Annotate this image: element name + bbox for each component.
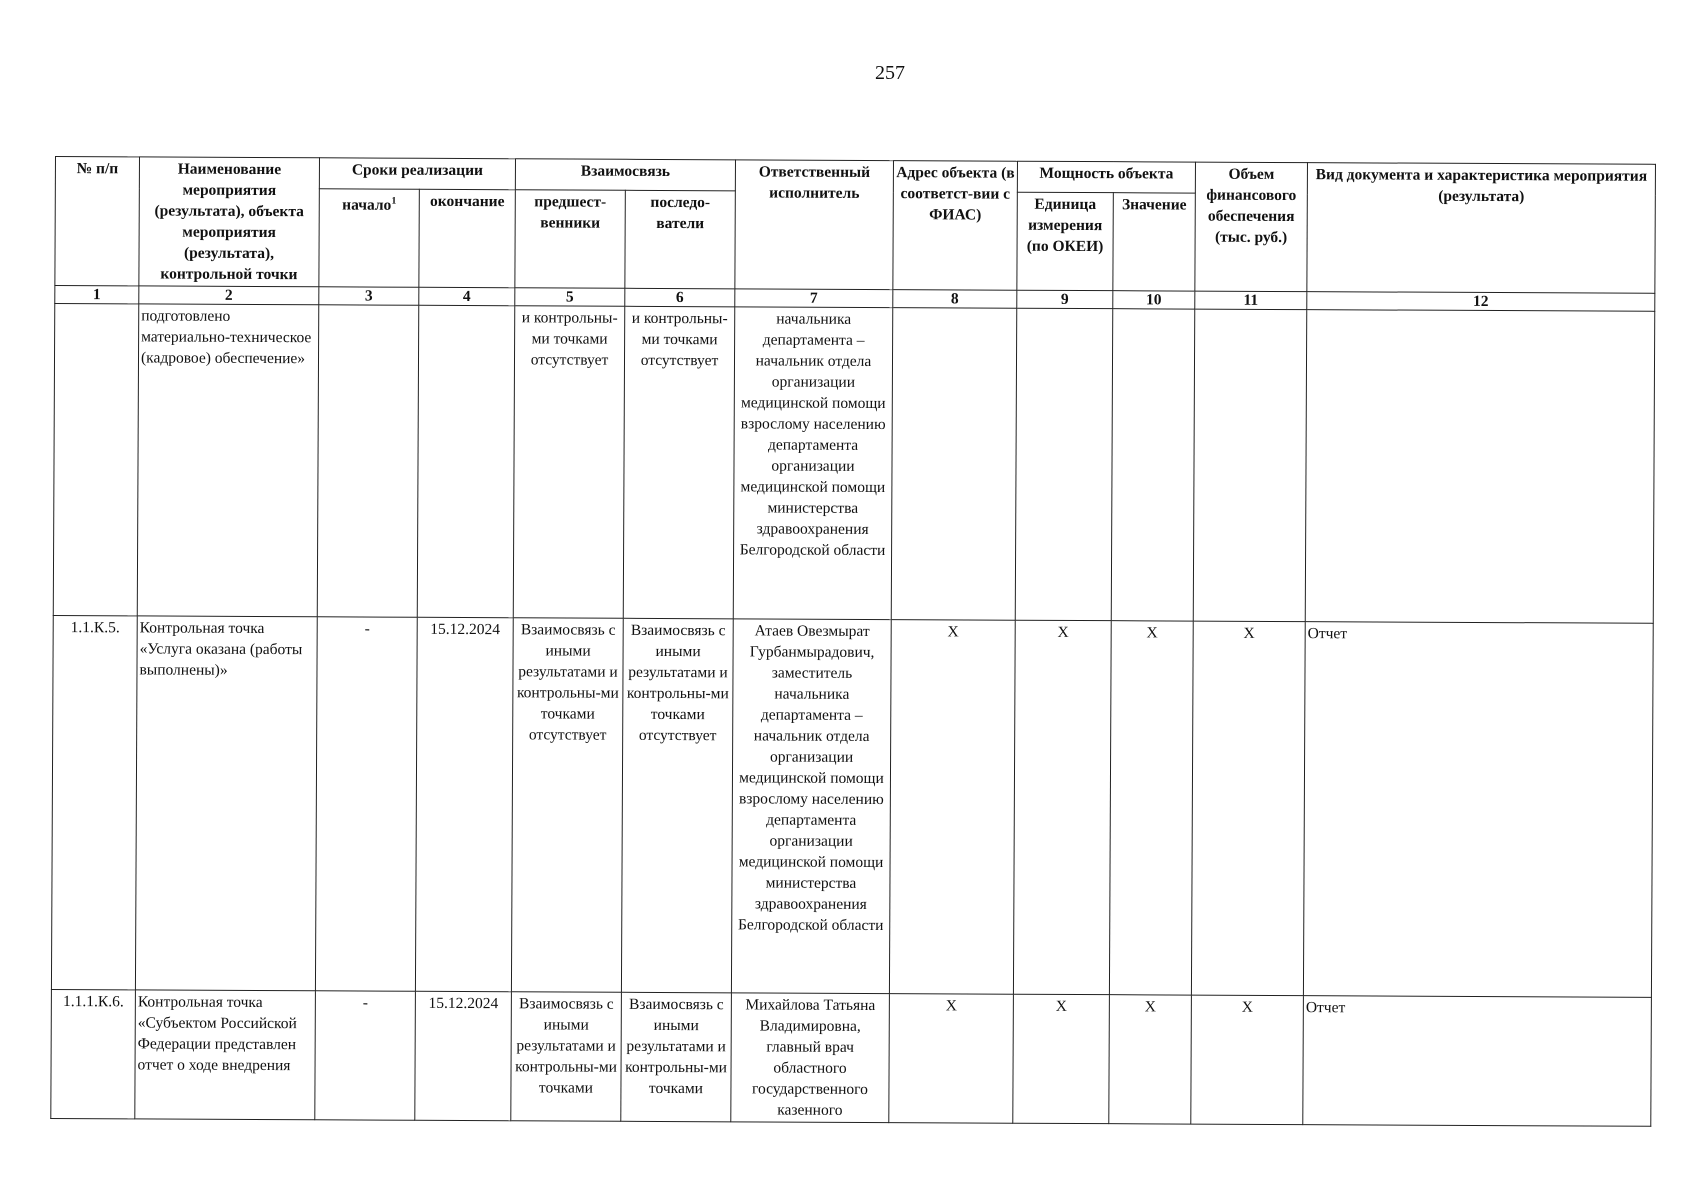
funding: Х — [1191, 621, 1305, 996]
successors: и контрольны-ми точками отсутствует — [623, 306, 735, 619]
predecessors: и контрольны-ми точками отсутствует — [513, 306, 625, 619]
header-value: Значение — [1113, 193, 1195, 291]
table-row — [53, 304, 1655, 624]
predecessors: Взаимосвязь с иными результатами и контрольны-ми точками — [511, 992, 622, 1122]
activities-table — [50, 156, 1656, 1127]
activity-name: подготовлено материально-техническое (кадровое) обеспечение» — [137, 304, 319, 617]
header-col-no: № п/п — [55, 157, 140, 286]
header-successors: последо-ватели — [625, 190, 735, 289]
column-number: 12 — [1307, 292, 1655, 312]
column-number: 9 — [1017, 290, 1113, 308]
responsible: Атаев Овезмырат Гурбанмырадович, заместитель начальника департамента – начальник отдела организации медицинской помощи взрослому населению департамента организации медицинской помощи министерства здравоохранения Белгородской области — [731, 619, 891, 994]
start-date — [317, 305, 419, 617]
unit: Х — [1013, 994, 1110, 1123]
funding: Х — [1191, 995, 1304, 1125]
column-number: 6 — [625, 288, 735, 307]
successors: Взаимосвязь с иными результатами и контрольны-ми точками — [621, 992, 732, 1122]
header-row-1 — [55, 157, 1655, 196]
document-sheet — [50, 156, 1655, 1127]
document-type — [1305, 310, 1655, 624]
header-end: окончание — [419, 189, 515, 287]
value — [1111, 309, 1195, 621]
column-number: 7 — [735, 289, 893, 308]
value: Х — [1109, 621, 1193, 995]
unit — [1015, 308, 1113, 620]
column-number: 8 — [893, 290, 1017, 309]
end-date: 15.12.2024 — [415, 617, 513, 991]
column-number: 11 — [1195, 291, 1307, 310]
header-doc-type: Вид документа и характеристика мероприятия (результата) — [1307, 163, 1656, 294]
address — [891, 308, 1017, 621]
header-start: начало$^1$ — [319, 189, 419, 287]
page-number: 257 — [875, 62, 905, 84]
start-date: - — [315, 991, 416, 1120]
funding — [1193, 309, 1307, 622]
column-number: 2 — [139, 286, 319, 305]
header-address: Адрес объекта (в соответст-вии с ФИАС) — [893, 161, 1018, 291]
column-number: 3 — [319, 287, 419, 305]
row-number: 1.1.К.5. — [51, 615, 137, 989]
responsible: начальника департамента – начальник отдела организации медицинской помощи взрослому населению департамента организации медицинской помощи министерства здравоохранения Белгородской области — [733, 307, 893, 620]
start-date: - — [315, 617, 417, 991]
row-number — [53, 304, 139, 616]
column-number: 10 — [1113, 291, 1195, 309]
document-type: Отчет — [1303, 622, 1653, 998]
unit: Х — [1013, 620, 1111, 994]
column-number: 4 — [419, 287, 515, 305]
end-date: 15.12.2024 — [415, 991, 512, 1120]
column-number: 5 — [515, 288, 625, 307]
activity-name: Контрольная точка «Субъектом Российской Федерации представлен отчет о ходе внедрения — [135, 990, 316, 1120]
address: Х — [889, 620, 1015, 995]
footnote-mark: 1 — [391, 195, 397, 207]
table-row — [51, 615, 1653, 997]
header-unit: Единица измерения (по ОКЕИ) — [1017, 192, 1113, 290]
end-date — [417, 305, 515, 617]
responsible: Михайлова Татьяна Владимировна, главный врач областного государственного казенного — [731, 993, 890, 1123]
column-number: 1 — [55, 286, 139, 304]
row-number: 1.1.1.К.6. — [51, 989, 136, 1118]
activity-name: Контрольная точка «Услуга оказана (работы выполнены)» — [135, 616, 317, 991]
header-capacity: Мощность объекта — [1017, 161, 1195, 193]
predecessors: Взаимосвязь с иными результатами и контрольны-ми точками отсутствует — [511, 618, 623, 993]
header-relation: Взаимосвязь — [515, 159, 735, 191]
document-type: Отчет — [1303, 996, 1652, 1127]
address: Х — [889, 994, 1014, 1124]
header-predecessors: предшест-венники — [515, 190, 625, 289]
table-row — [51, 989, 1652, 1126]
value: Х — [1109, 995, 1192, 1124]
header-responsible: Ответственный исполнитель — [735, 160, 894, 290]
header-col-name: Наименование мероприятия (результата), объекта мероприятия (результата), контрольной точки — [139, 157, 320, 287]
header-funding: Объем финансового обеспечения (тыс. руб.) — [1195, 162, 1308, 292]
successors: Взаимосвязь с иными результатами и контрольны-ми точками отсутствует — [621, 618, 733, 993]
header-deadlines: Сроки реализации — [319, 158, 515, 190]
